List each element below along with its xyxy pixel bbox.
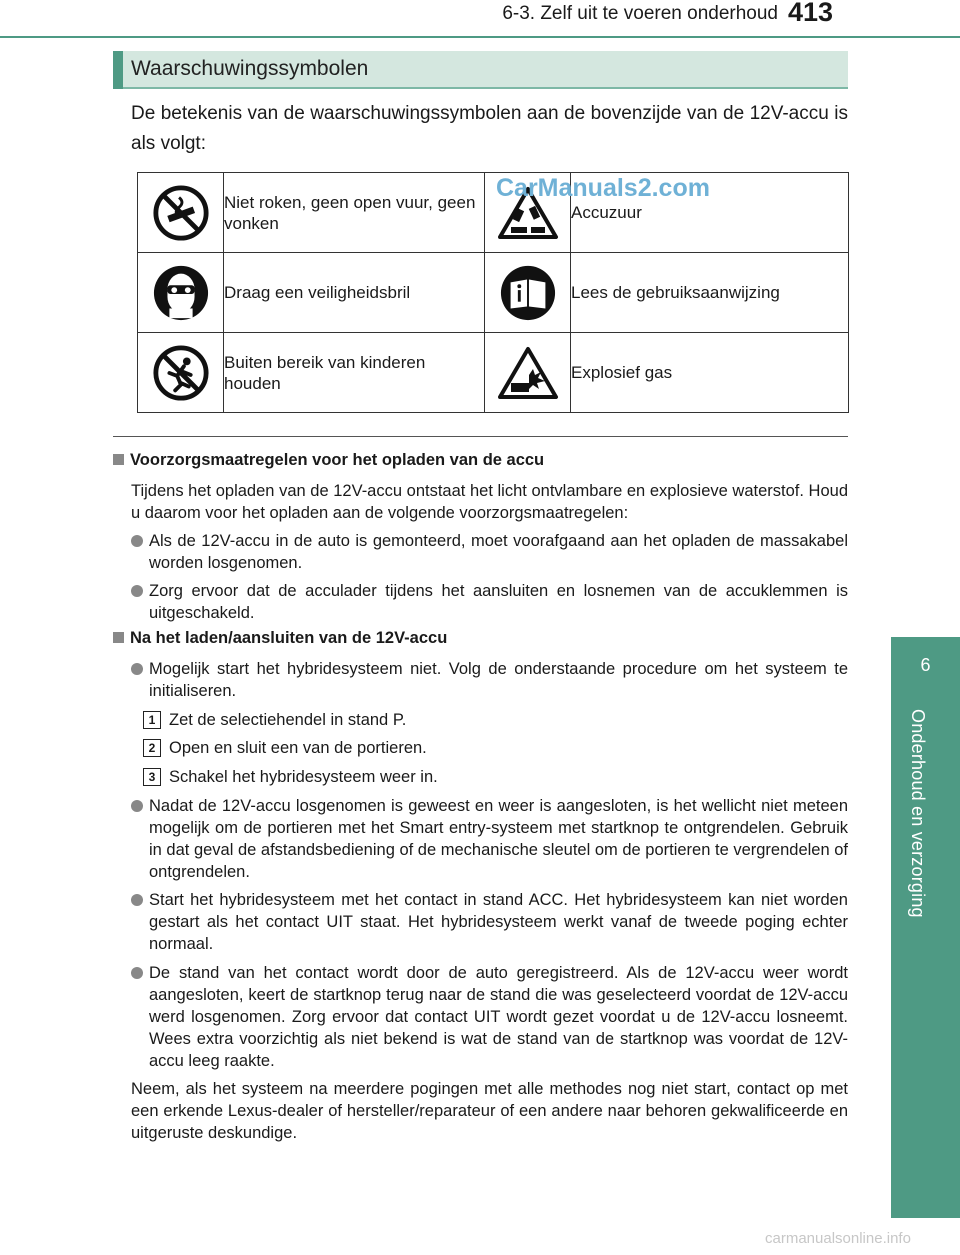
charging-heading: Voorzorgsmaatregelen voor het opladen van de accu <box>113 451 544 470</box>
step-item: 1 Zet de selectiehendel in stand P. <box>143 709 406 731</box>
step-number: 1 <box>143 711 161 729</box>
bullet-icon <box>131 800 143 812</box>
symbol-label-cell: Explosief gas <box>571 333 849 413</box>
table-row <box>138 253 849 333</box>
symbol-label-cell: Buiten bereik van kinderen houden <box>224 333 485 413</box>
after-charging-heading: Na het laden/aansluiten van de 12V-accu <box>113 629 447 648</box>
list-item: De stand van het contact wordt door de auto geregistreerd. Als de 12V-accu weer wordt aangesloten, keert de startknop terug naar de stand die was geselecteerd voordat de 12V-accu werd losgenomen. Zorg ervoor dat contact UIT wordt gezet voordat u de 12V-accu losneemt. Wees extra voorzichtig als niet bekend is wat de stand van de startknop was voordat de 12V-accu leeg raakte. <box>131 962 848 1072</box>
symbol-icon-cell <box>485 253 571 333</box>
watermark: CarManuals2.com <box>496 174 710 202</box>
table-row <box>138 173 849 253</box>
section-heading-box <box>113 51 848 89</box>
section-heading-accent <box>113 51 123 89</box>
page-number: 413 <box>788 0 834 27</box>
header-section-title: 6-3. Zelf uit te voeren onderhoud <box>502 3 778 24</box>
bullet-icon <box>131 967 143 979</box>
no-smoking-icon <box>152 184 210 242</box>
chapter-label: Onderhoud en verzorging <box>908 709 928 918</box>
square-bullet-icon <box>113 632 124 643</box>
keep-away-children-icon <box>152 344 210 402</box>
bullet-icon <box>131 894 143 906</box>
symbol-icon-cell <box>485 333 571 413</box>
warning-symbols-table <box>137 172 849 413</box>
divider <box>113 436 848 437</box>
explosive-gas-icon <box>497 345 559 401</box>
bullet-icon <box>131 535 143 547</box>
manual-icon <box>499 264 557 322</box>
symbol-label-cell: Niet roken, geen open vuur, geen vonken <box>224 173 485 253</box>
header-rule <box>0 36 960 38</box>
symbol-icon-cell <box>138 173 224 253</box>
closing-paragraph: Neem, als het systeem na meerdere pogingen met alle methodes nog niet start, contact op met een erkende Lexus-dealer of hersteller/reparateur of een andere naar behoren gekwalificeerde en uitgeruste deskundige. <box>131 1080 848 1142</box>
symbol-label-cell: Draag een veiligheidsbril <box>224 253 485 333</box>
step-number: 2 <box>143 739 161 757</box>
symbol-label-cell: Accuzuur <box>571 173 849 253</box>
chapter-number: 6 <box>920 655 931 675</box>
list-item: Mogelijk start het hybridesysteem niet. Volg de onderstaande procedure om het systeem te initialiseren. <box>131 658 848 702</box>
section-title: Waarschuwingssymbolen <box>131 57 369 80</box>
symbol-icon-cell <box>138 253 224 333</box>
step-item: 2 Open en sluit een van de portieren. <box>143 737 427 759</box>
symbol-label-cell: Lees de gebruiksaanwijzing <box>571 253 849 333</box>
list-item: Zorg ervoor dat de acculader tijdens het aansluiten en losnemen van de accuklemmen is uitgeschakeld. <box>131 580 848 624</box>
list-item: Als de 12V-accu in de auto is gemonteerd, moet voorafgaand aan het opladen de massakabel worden losgenomen. <box>131 530 848 574</box>
chapter-tab[interactable] <box>891 637 960 1218</box>
step-item: 3 Schakel het hybridesysteem weer in. <box>143 766 438 788</box>
square-bullet-icon <box>113 454 124 465</box>
bullet-icon <box>131 585 143 597</box>
list-item: Nadat de 12V-accu losgenomen is geweest en weer is aangesloten, is het wellicht niet meteen mogelijk om de portieren met het Smart entry-systeem met startknop te ontgrendelen. Gebruik in dat geval de afstandsbediening of de mechanische sleutel om de portieren te vergrendelen of ontgrendelen. <box>131 795 848 883</box>
list-item: Start het hybridesysteem met het contact in stand ACC. Het hybridesysteem kan niet worden gestart als het contact UIT staat. Het hybridesysteem werkt vanaf de tweede poging echter normaal. <box>131 889 848 955</box>
table-row <box>138 333 849 413</box>
bullet-icon <box>131 663 143 675</box>
step-number: 3 <box>143 768 161 786</box>
safety-goggles-icon <box>152 264 210 322</box>
footer-watermark: carmanualsonline.info <box>765 1230 911 1247</box>
charging-text: Tijdens het opladen van de 12V-accu ontstaat het licht ontvlambare en explosieve waterstof. Houd u daarom voor het opladen aan de volgende voorzorgsmaatregelen: <box>131 482 848 522</box>
symbol-icon-cell <box>138 333 224 413</box>
intro-paragraph: De betekenis van de waarschuwingssymbolen aan de bovenzijde van de 12V-accu is als volgt: <box>131 103 848 154</box>
